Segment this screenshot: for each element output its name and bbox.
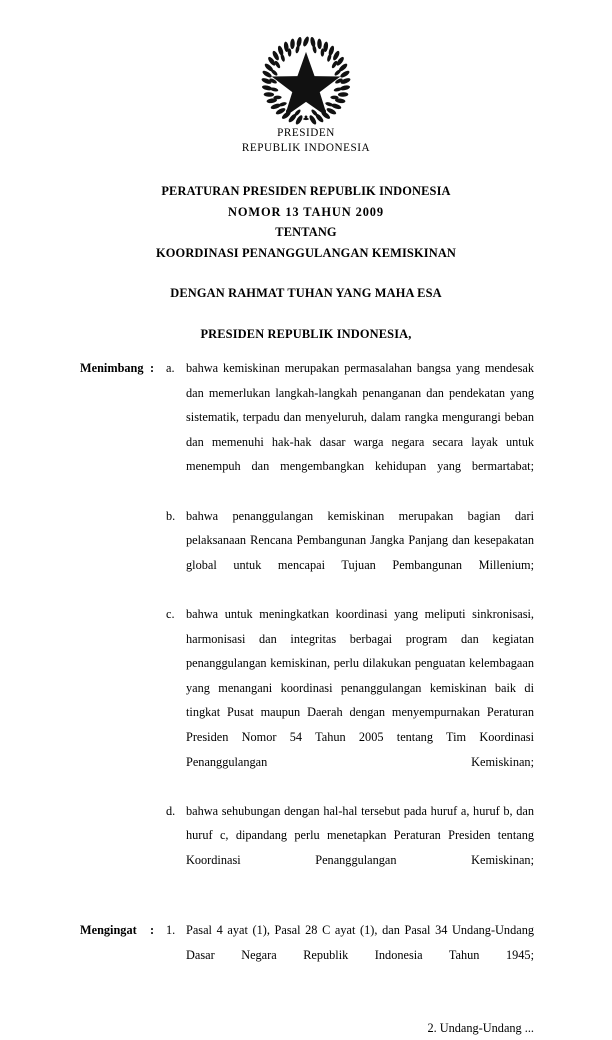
page-title: PERATURAN PRESIDEN REPUBLIK INDONESIA — [161, 184, 451, 198]
list-item — [166, 918, 534, 992]
regulation-number: NOMOR 13 TAHUN 2009 — [227, 204, 385, 219]
list-item-marker: c. — [166, 606, 175, 621]
clause-colon-mengingat: : — [150, 923, 155, 938]
invocation-line: DENGAN RAHMAT TUHAN YANG MAHA ESA — [170, 286, 442, 300]
clause-colon-menimbang: : — [150, 361, 155, 375]
list-item-text: bahwa untuk meningkatkan koordinasi yang meliputi sinkronisasi, harmonisasi dan integritas berbagai program dan kegiatan penanggulangan kemiskinan, perlu dilakukan penguatan kelembagaan yang menangani koordinasi penanggulangan kemiskinan baik di tingkat Pusat maupun Daerah dengan menyempurnakan Peraturan Presiden Nomor 54 Tahun 2005 tentang Tim Koordinasi Penanggulangan Kemiskinan; — [186, 606, 534, 769]
document-heading-block — [0, 181, 612, 344]
clause-items-menimbang — [166, 356, 534, 897]
clause-label-menimbang: Menimbang — [80, 361, 144, 375]
list-item — [166, 602, 534, 799]
list-item-text: bahwa penanggulangan kemiskinan merupakan bagian dari pelaksanaan Rencana Pembangunan Jangka Panjang dan kesepakatan global untuk mencapai Tujuan Pembangunan Millenium; — [186, 508, 534, 572]
indonesia-presidential-seal-icon — [259, 34, 353, 128]
list-item-text: bahwa kemiskinan merupakan permasalahan bangsa yang mendesak dan memerlukan langkah-langkah penanganan dan pendekatan yang sistematik, terpadu dan menyeluruh, dalam rangka mengurangi beban dan memenuhi hak-hak dasar warga negara secara layak untuk menempuh dan mengembangkan kehidupan yang bermartabat; — [186, 361, 534, 474]
emblem-caption — [0, 126, 612, 155]
clause-mengingat — [0, 918, 612, 992]
document-body — [0, 356, 612, 1040]
presidential-emblem-block — [0, 34, 612, 133]
tentang-label: TENTANG — [275, 225, 337, 239]
list-item-marker: b. — [166, 508, 176, 523]
issuer-line: PRESIDEN REPUBLIK INDONESIA, — [200, 326, 412, 341]
list-item — [166, 799, 534, 897]
list-item-text: Pasal 4 ayat (1), Pasal 28 C ayat (1), dan Pasal 34 Undang-Undang Dasar Negara Republik Indonesia Tahun 1945; — [186, 923, 534, 962]
regulation-subject: KOORDINASI PENANGGULANGAN KEMISKINAN — [155, 245, 457, 260]
list-item-text: bahwa sehubungan dengan hal-hal tersebut pada huruf a, huruf b, dan huruf c, dipandang perlu menetapkan Peraturan Presiden tentang Koordinasi Penanggulangan Kemiskinan; — [186, 803, 534, 867]
continuation-note: 2. Undang-Undang ... — [427, 1020, 534, 1035]
list-item — [166, 356, 534, 504]
list-item — [166, 504, 534, 602]
list-item-marker: a. — [166, 361, 175, 375]
clause-items-mengingat — [166, 918, 534, 992]
list-item-marker: d. — [166, 803, 176, 818]
clause-menimbang — [0, 356, 612, 897]
list-item-marker: 1. — [166, 923, 176, 938]
emblem-caption-line-1: PRESIDEN — [277, 127, 335, 139]
emblem-caption-line-2: REPUBLIK INDONESIA — [241, 141, 371, 154]
clause-label-mengingat: Mengingat — [80, 923, 137, 938]
